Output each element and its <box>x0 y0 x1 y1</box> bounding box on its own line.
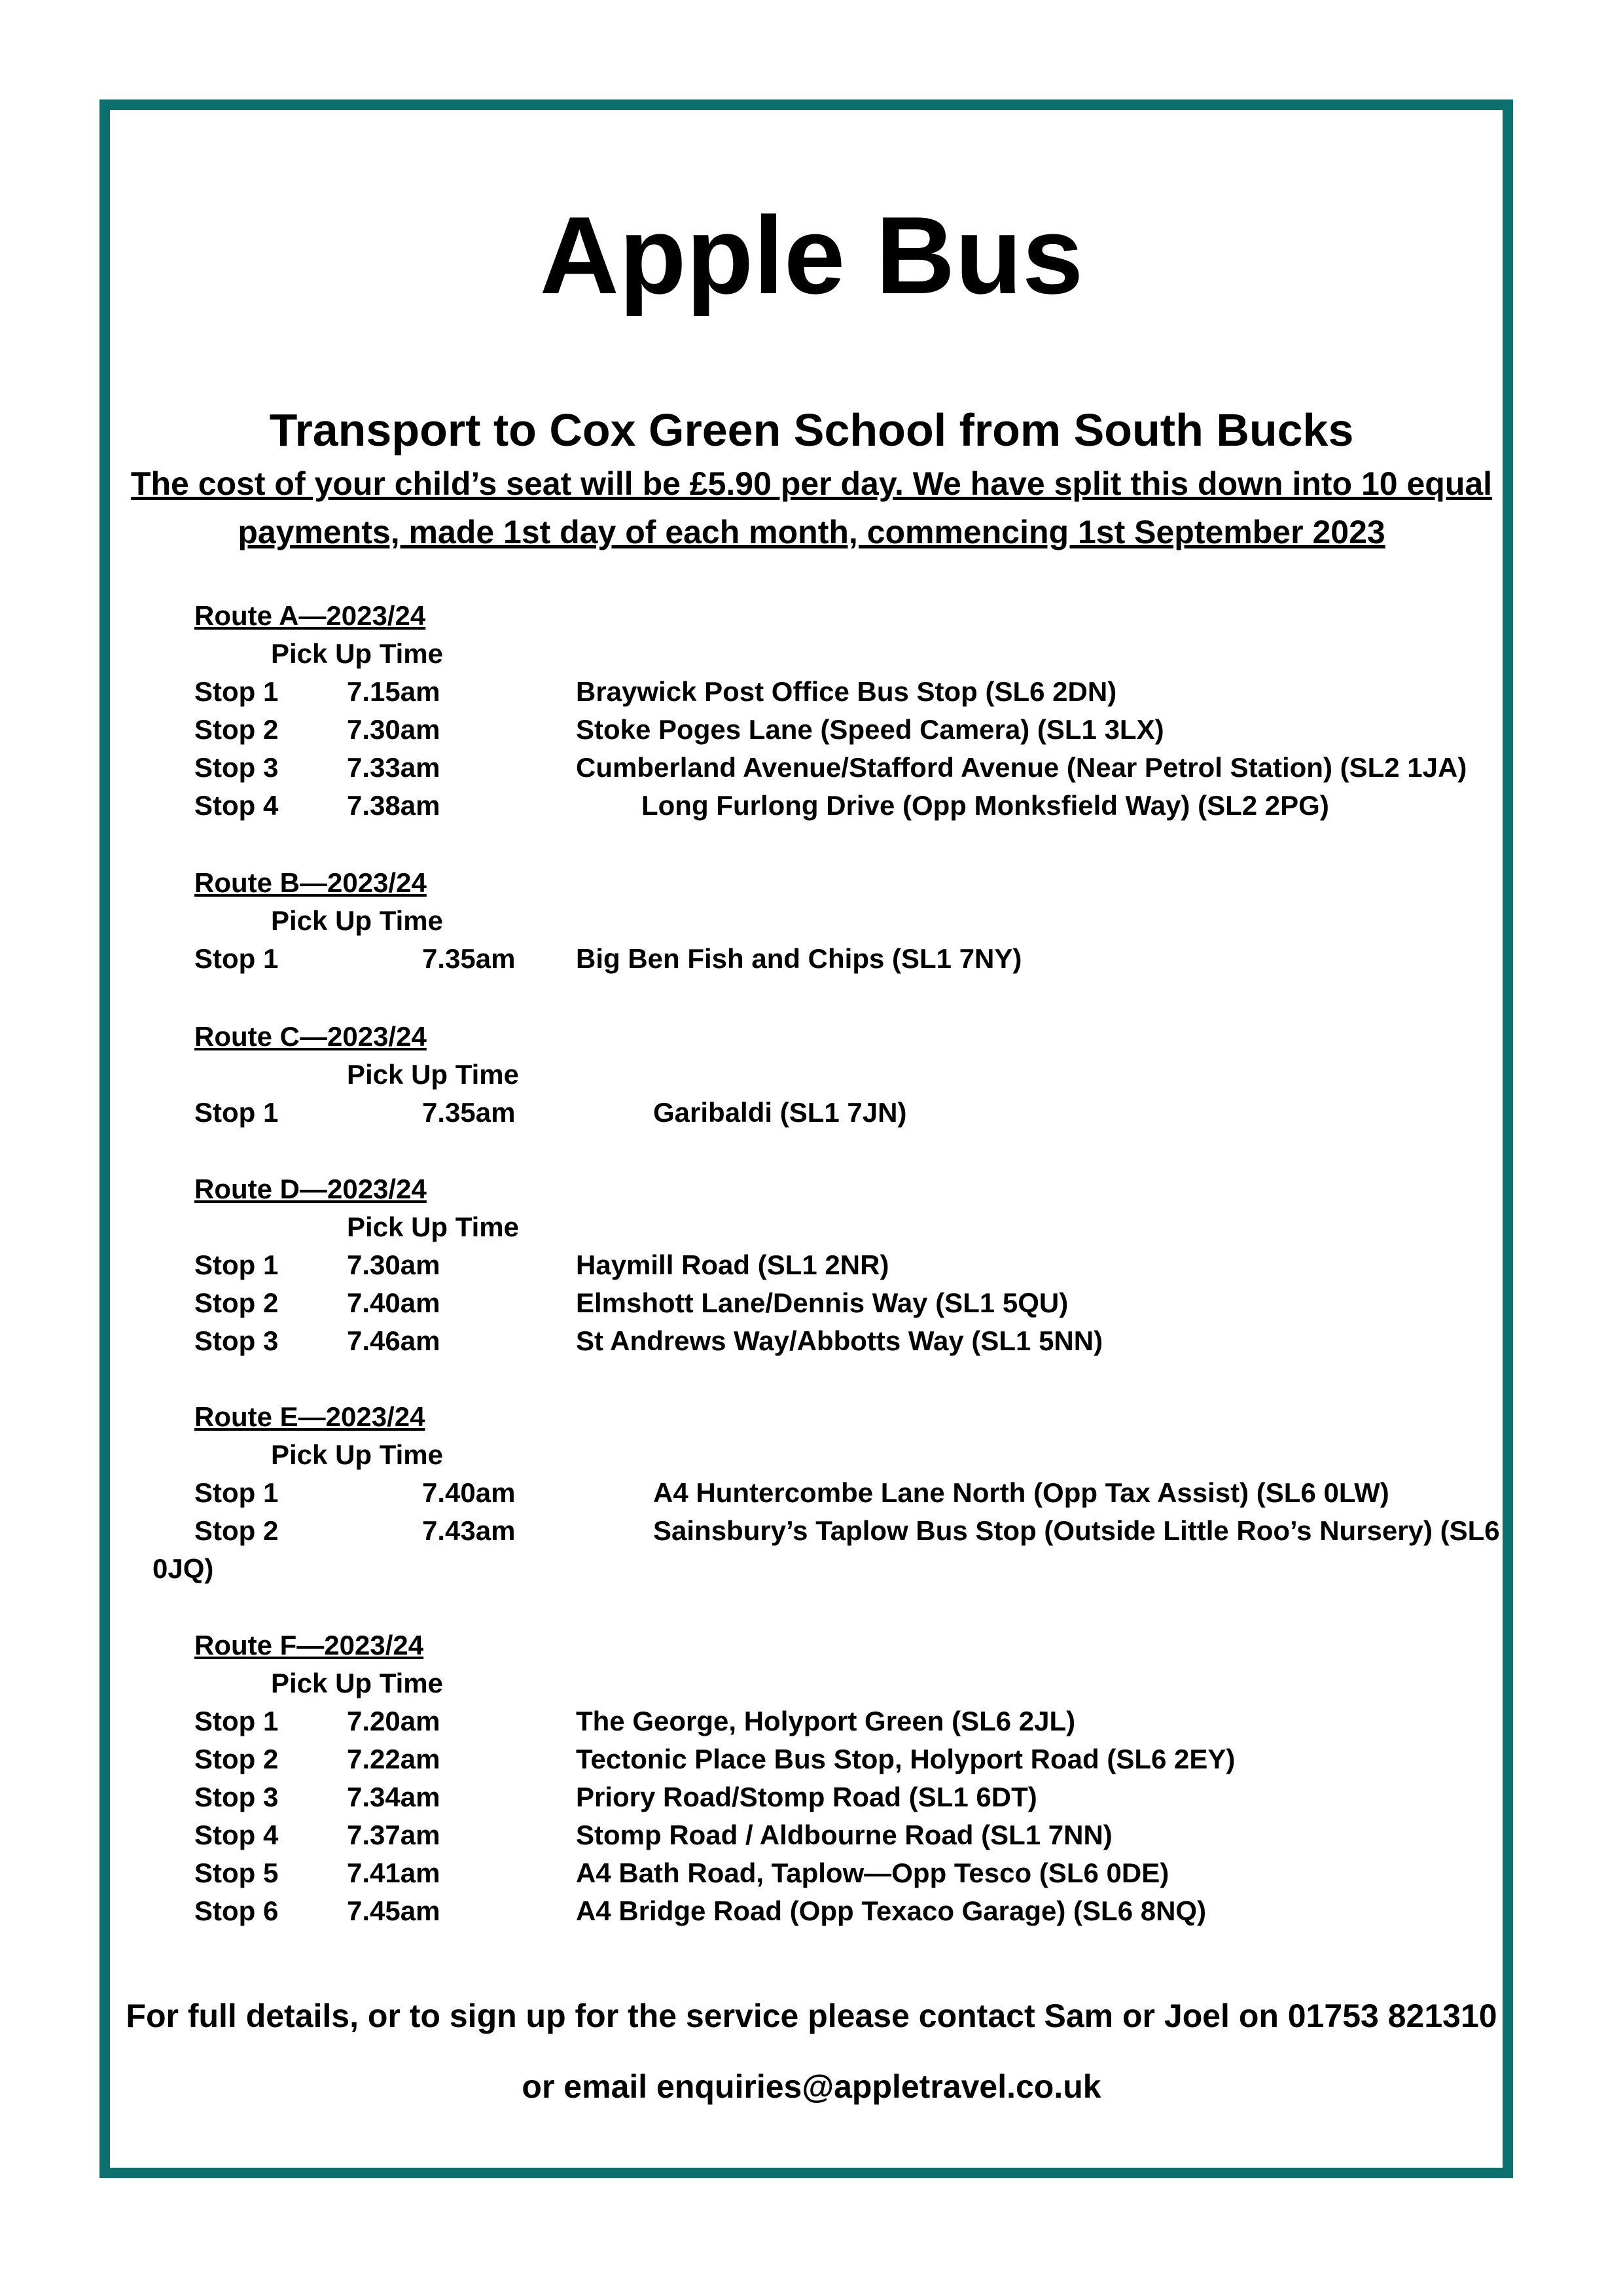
stop-label: Stop 3 <box>194 752 279 783</box>
page-subtitle: Transport to Cox Green School from South Bucks <box>269 404 1354 456</box>
page-title: Apple Bus <box>539 194 1084 317</box>
stop-time: 7.34am <box>347 1782 440 1812</box>
stop-time: 7.30am <box>347 1249 440 1280</box>
stop-label: Stop 6 <box>194 1895 279 1926</box>
stop-time: 7.35am <box>422 1097 516 1128</box>
pickup-time-label: Pick Up Time <box>271 905 443 936</box>
stop-location: Big Ben Fish and Chips (SL1 7NY) <box>576 943 1022 974</box>
stop-location: A4 Bath Road, Taplow—Opp Tesco (SL6 0DE) <box>576 1857 1169 1888</box>
stop-time: 7.40am <box>347 1287 440 1318</box>
pickup-time-label: Pick Up Time <box>271 1439 443 1470</box>
pickup-time-label: Pick Up Time <box>271 1668 443 1698</box>
stop-label: Stop 4 <box>194 1820 279 1850</box>
stop-location: Garibaldi (SL1 7JN) <box>653 1097 907 1128</box>
stop-time: 7.20am <box>347 1706 440 1736</box>
stop-label: Stop 1 <box>194 1249 279 1280</box>
stop-location: Braywick Post Office Bus Stop (SL6 2DN) <box>576 676 1117 707</box>
email-line: or email enquiries@appletravel.co.uk <box>522 2068 1101 2105</box>
stop-location: Long Furlong Drive (Opp Monksfield Way) (SL2 2PG) <box>641 790 1329 821</box>
stop-location: Tectonic Place Bus Stop, Holyport Road (SL6 2EY) <box>576 1744 1236 1774</box>
pickup-time-label: Pick Up Time <box>347 1059 519 1090</box>
stop-time: 7.41am <box>347 1857 440 1888</box>
contact-line: For full details, or to sign up for the service please contact Sam or Joel on 01753 821310 <box>126 1998 1497 2034</box>
stop-label: Stop 1 <box>194 1477 279 1508</box>
route-header: Route D—2023/24 <box>194 1174 427 1204</box>
stop-time: 7.30am <box>347 714 440 745</box>
stop-label: Stop 1 <box>194 676 279 707</box>
stop-label: Stop 1 <box>194 943 279 974</box>
stop-time: 7.33am <box>347 752 440 783</box>
stop-time: 7.40am <box>422 1477 516 1508</box>
stop-location: St Andrews Way/Abbotts Way (SL1 5NN) <box>576 1325 1103 1356</box>
stop-time: 7.37am <box>347 1820 440 1850</box>
stop-time: 7.43am <box>422 1515 516 1546</box>
stop-location: The George, Holyport Green (SL6 2JL) <box>576 1706 1076 1736</box>
stop-label: Stop 2 <box>194 1287 279 1318</box>
stop-location: Stomp Road / Aldbourne Road (SL1 7NN) <box>576 1820 1113 1850</box>
pickup-time-label: Pick Up Time <box>271 638 443 669</box>
stop-location: A4 Huntercombe Lane North (Opp Tax Assist) (SL6 0LW) <box>653 1477 1389 1508</box>
stop-label: Stop 1 <box>194 1097 279 1128</box>
stop-time: 7.45am <box>347 1895 440 1926</box>
stop-location: Elmshott Lane/Dennis Way (SL1 5QU) <box>576 1287 1069 1318</box>
stop-time: 7.46am <box>347 1325 440 1356</box>
stop-location-continued: 0JQ) <box>152 1553 214 1584</box>
stop-location: A4 Bridge Road (Opp Texaco Garage) (SL6 8NQ) <box>576 1895 1207 1926</box>
route-header: Route E—2023/24 <box>194 1401 425 1432</box>
stop-time: 7.15am <box>347 676 440 707</box>
stop-label: Stop 2 <box>194 1515 279 1546</box>
stop-label: Stop 4 <box>194 790 279 821</box>
route-header: Route F—2023/24 <box>194 1630 424 1660</box>
stop-time: 7.35am <box>422 943 516 974</box>
stop-time: 7.22am <box>347 1744 440 1774</box>
stop-label: Stop 5 <box>194 1857 279 1888</box>
route-header: Route C—2023/24 <box>194 1021 427 1052</box>
stop-location: Stoke Poges Lane (Speed Camera) (SL1 3LX) <box>576 714 1164 745</box>
route-header: Route B—2023/24 <box>194 867 427 898</box>
stop-location: Sainsbury’s Taplow Bus Stop (Outside Little Roo’s Nursery) (SL6 <box>653 1515 1500 1546</box>
stop-label: Stop 2 <box>194 714 279 745</box>
pickup-time-label: Pick Up Time <box>347 1211 519 1242</box>
stop-location: Cumberland Avenue/Stafford Avenue (Near Petrol Station) (SL2 1JA) <box>576 752 1467 783</box>
stop-label: Stop 1 <box>194 1706 279 1736</box>
stop-label: Stop 2 <box>194 1744 279 1774</box>
cost-note: The cost of your child’s seat will be £5.90 per day. We have split this down into 10 equal payments, made 1st day of each month, commencing 1st September 2023 <box>130 465 1493 550</box>
stop-label: Stop 3 <box>194 1325 279 1356</box>
stop-location: Haymill Road (SL1 2NR) <box>576 1249 889 1280</box>
stop-location: Priory Road/Stomp Road (SL1 6DT) <box>576 1782 1037 1812</box>
route-header: Route A—2023/24 <box>194 600 426 631</box>
stop-time: 7.38am <box>347 790 440 821</box>
stop-label: Stop 3 <box>194 1782 279 1812</box>
